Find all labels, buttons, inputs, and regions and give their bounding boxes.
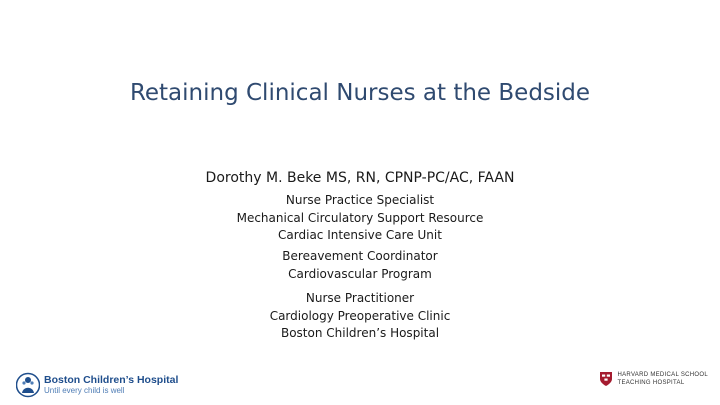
boston-childrens-hospital-logo — [16, 370, 178, 400]
slide-title: Retaining Clinical Nurses at the Bedside — [129, 80, 591, 106]
boston-childrens-hospital-logo-icon — [16, 372, 40, 398]
role-line: Cardiovascular Program — [288, 266, 432, 281]
role-line: Cardiac Intensive Care Unit — [278, 228, 442, 242]
harvard-medical-school-logo — [599, 371, 708, 387]
role-line: Nurse Practice Specialist — [285, 193, 435, 207]
role-line: Mechanical Circulatory Support Resource — [236, 210, 484, 225]
role-line: Boston Children’s Hospital — [280, 326, 440, 340]
role-group-3 — [0, 290, 720, 343]
logo-name: Boston Children’s Hospital — [44, 374, 179, 386]
logo-tagline: Until every child is well — [44, 386, 125, 395]
hms-line-2: TEACHING HOSPITAL — [617, 380, 685, 386]
role-line: Nurse Practitioner — [305, 291, 415, 305]
harvard-shield-icon — [599, 371, 613, 387]
role-group-2 — [0, 248, 720, 283]
role-line: Cardiology Preoperative Clinic — [269, 308, 451, 323]
role-group-1 — [0, 192, 720, 245]
author-name: Dorothy M. Beke MS, RN, CPNP-PC/AC, FAAN — [205, 170, 515, 186]
role-line: Bereavement Coordinator — [282, 249, 438, 263]
hms-line-1: HARVARD MEDICAL SCHOOL — [617, 372, 708, 378]
